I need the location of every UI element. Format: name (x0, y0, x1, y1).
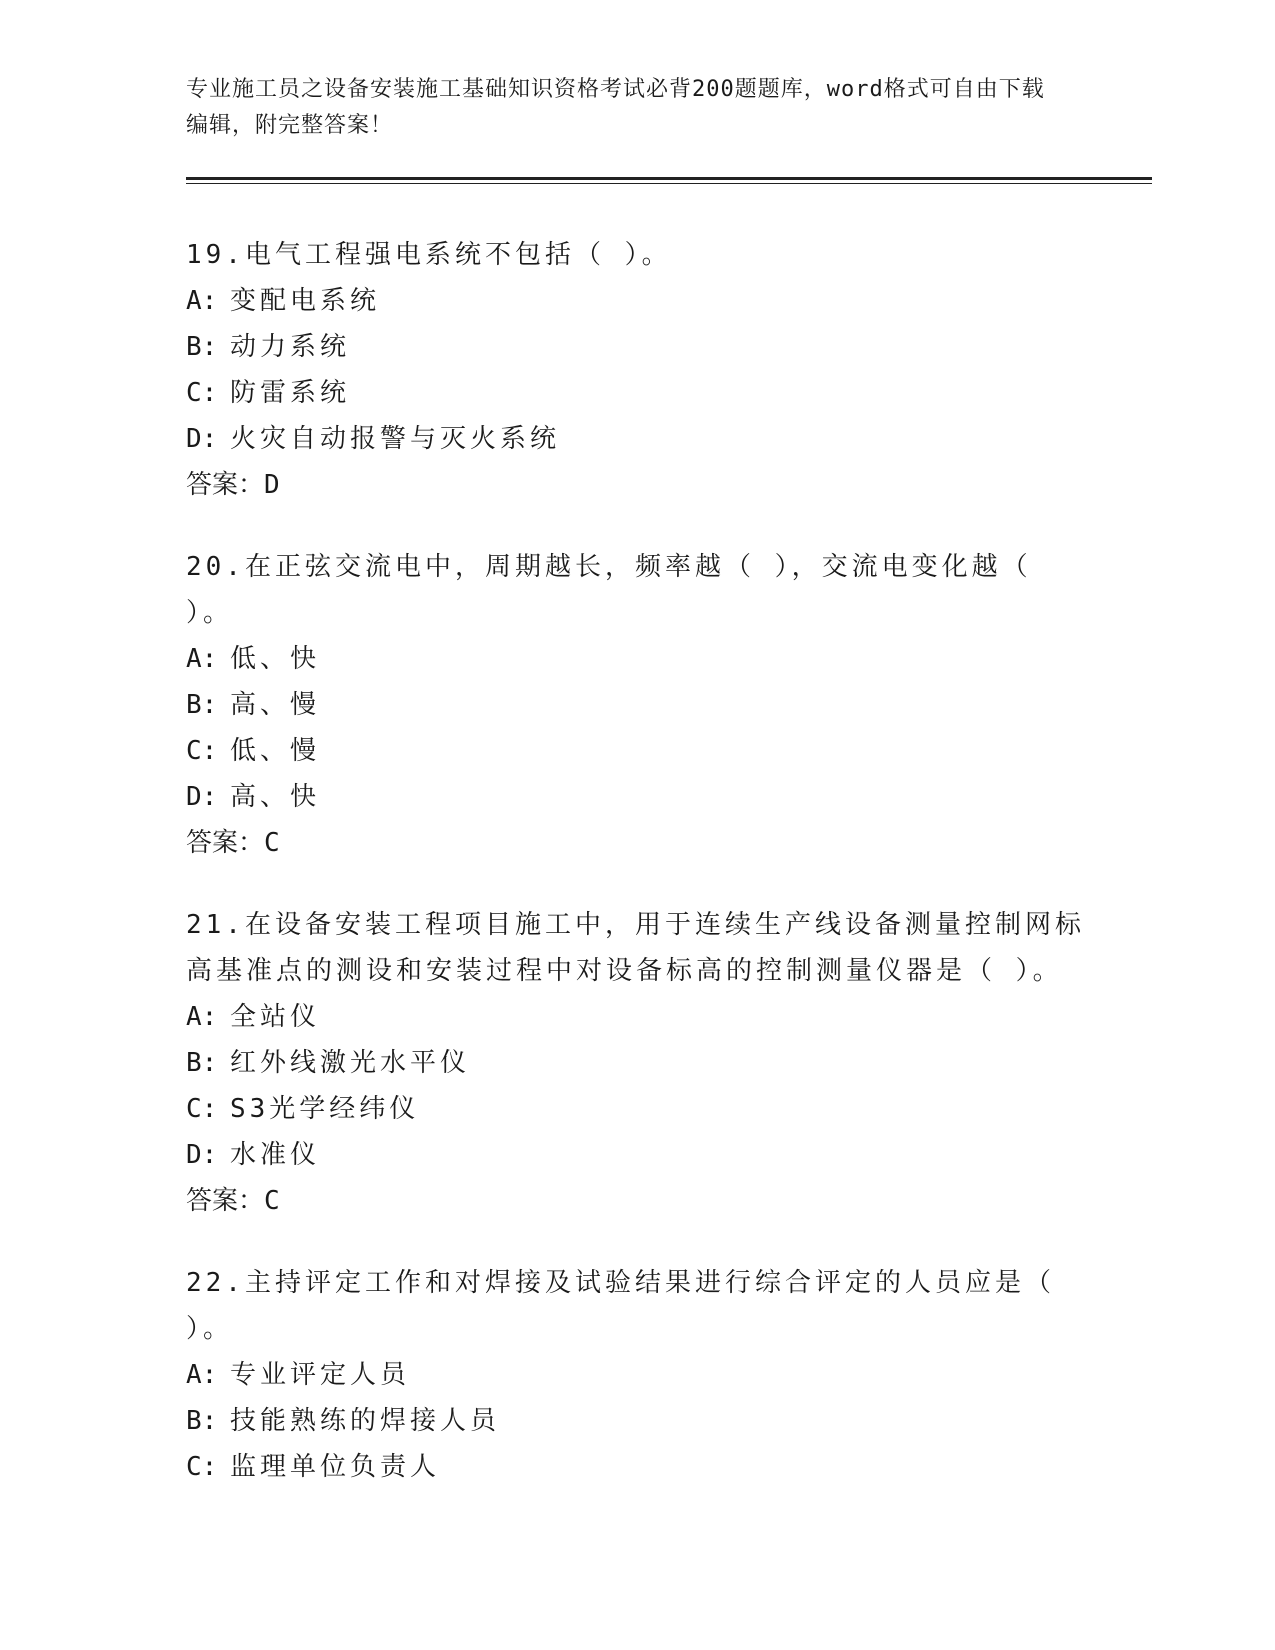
option-text: 监理单位负责人 (230, 1452, 441, 1482)
option-letter: C: (186, 378, 218, 408)
option-c (186, 370, 1086, 416)
option-text: 红外线激光水平仪 (230, 1048, 471, 1078)
option-letter: B: (186, 332, 218, 362)
answer-line (186, 1178, 1086, 1224)
option-text: 高、慢 (230, 690, 321, 720)
answer-value: D (264, 470, 280, 500)
question-22 (186, 1260, 1086, 1490)
option-letter: B: (186, 1048, 218, 1078)
option-a (186, 1352, 1086, 1398)
question-20 (186, 544, 1086, 866)
option-letter: A: (186, 644, 218, 674)
option-c (186, 1444, 1086, 1490)
question-list (186, 232, 1086, 1526)
question-stem: 22.主持评定工作和对焊接及试验结果进行综合评定的人员应是（ ）。 (186, 1268, 1075, 1344)
answer-value: C (264, 828, 280, 858)
option-text: 防雷系统 (230, 378, 351, 408)
option-b (186, 682, 1086, 728)
option-a (186, 636, 1086, 682)
option-letter: A: (186, 1002, 218, 1032)
answer-line (186, 820, 1086, 866)
answer-value: C (264, 1186, 280, 1216)
option-c (186, 1086, 1086, 1132)
question-stem: 19.电气工程强电系统不包括（ ）。 (186, 240, 672, 270)
option-text: 全站仪 (230, 1002, 321, 1032)
header-divider-thin (186, 183, 1152, 184)
answer-line (186, 462, 1086, 508)
option-d (186, 416, 1086, 462)
option-b (186, 324, 1086, 370)
option-letter: A: (186, 286, 218, 316)
option-text: 动力系统 (230, 332, 351, 362)
option-a (186, 994, 1086, 1040)
option-text: 变配电系统 (230, 286, 381, 316)
option-text: S3光学经纬仪 (230, 1094, 420, 1124)
option-letter: D: (186, 1140, 218, 1170)
option-letter: D: (186, 424, 218, 454)
question-stem: 20.在正弦交流电中，周期越长，频率越（ ），交流电变化越（ ）。 (186, 552, 1052, 628)
option-c (186, 728, 1086, 774)
option-text: 低、快 (230, 644, 321, 674)
option-letter: C: (186, 1452, 218, 1482)
header-divider-thick (186, 177, 1152, 180)
option-d (186, 1132, 1086, 1178)
option-letter: C: (186, 736, 218, 766)
question-19 (186, 232, 1086, 508)
option-b (186, 1398, 1086, 1444)
option-letter: C: (186, 1094, 218, 1124)
option-d (186, 774, 1086, 820)
option-letter: D: (186, 782, 218, 812)
option-text: 低、慢 (230, 736, 321, 766)
option-letter: B: (186, 690, 218, 720)
option-a (186, 278, 1086, 324)
option-text: 火灾自动报警与灭火系统 (230, 424, 561, 454)
option-text: 高、快 (230, 782, 321, 812)
option-text: 技能熟练的焊接人员 (230, 1406, 501, 1436)
option-b (186, 1040, 1086, 1086)
question-21 (186, 902, 1086, 1224)
option-text: 水准仪 (230, 1140, 321, 1170)
document-header: 专业施工员之设备安装施工基础知识资格考试必背200题题库，word格式可自由下载编辑，附完整答案！ (186, 77, 1045, 138)
answer-label: 答案： (186, 1186, 265, 1216)
option-letter: B: (186, 1406, 218, 1436)
option-letter: A: (186, 1360, 218, 1390)
answer-label: 答案： (186, 828, 265, 858)
question-stem: 21.在设备安装工程项目施工中，用于连续生产线设备测量控制网标高基准点的测设和安装过程中对设备标高的控制测量仪器是（ ）。 (186, 910, 1085, 986)
option-text: 专业评定人员 (230, 1360, 411, 1390)
answer-label: 答案： (186, 470, 265, 500)
